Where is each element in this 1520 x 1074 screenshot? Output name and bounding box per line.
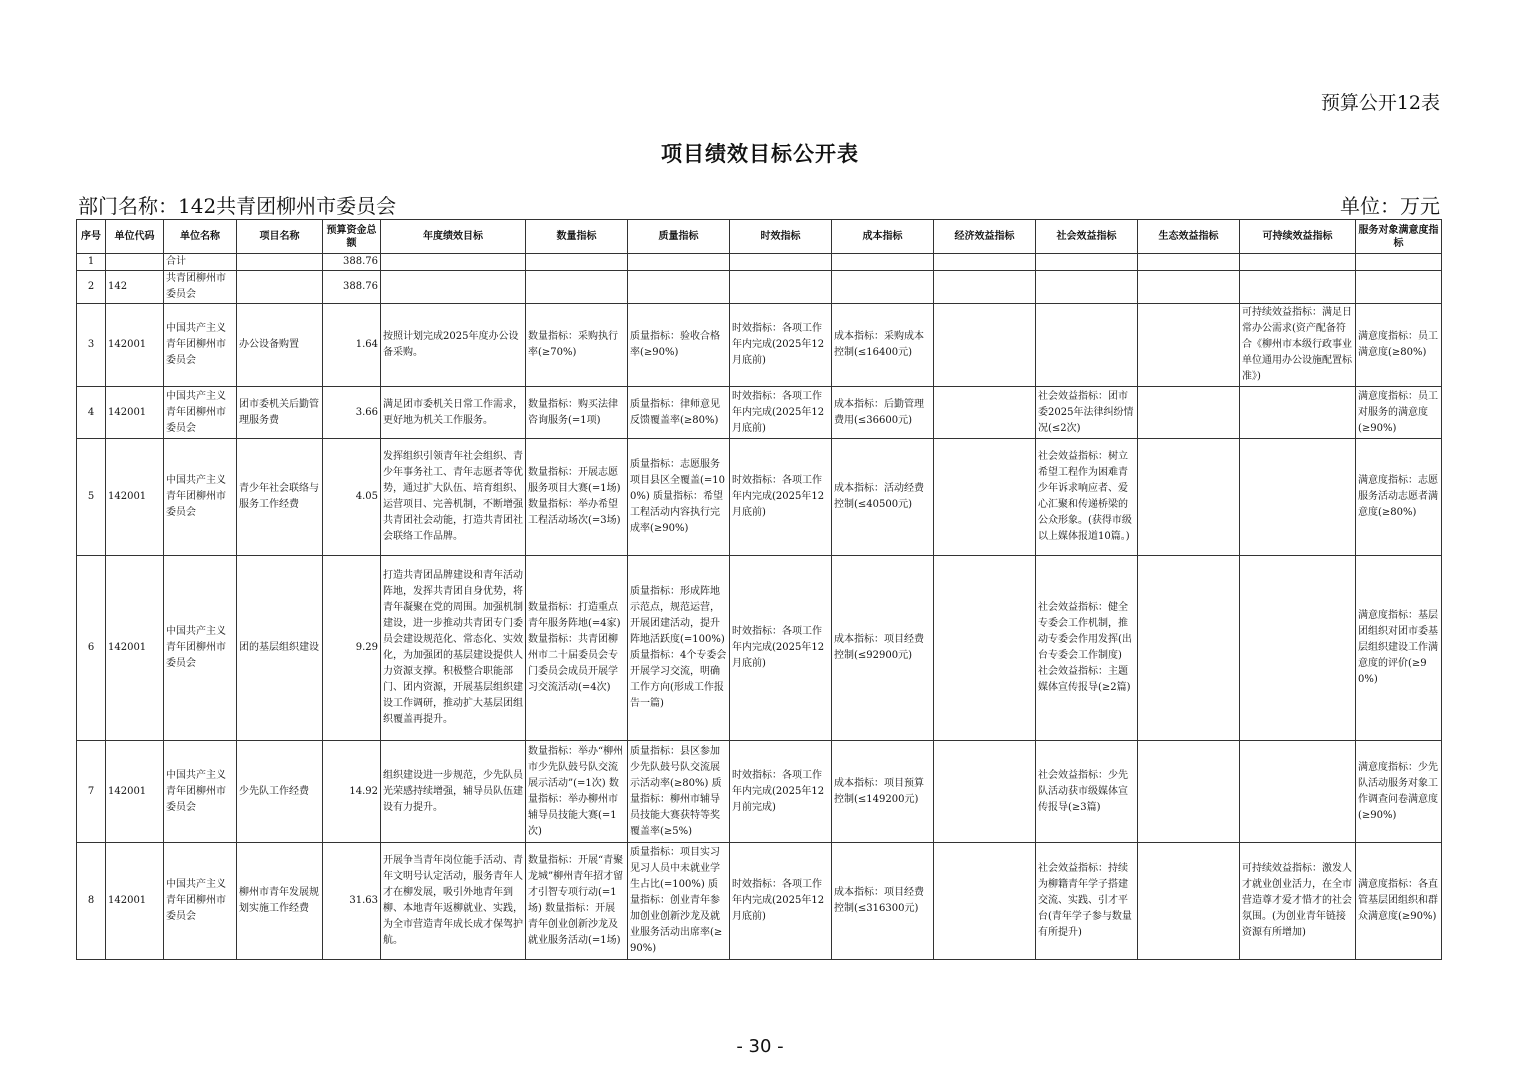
- sustainable-indicator: 可持续效益指标：满足日常办公需求(资产配备符合《柳州市本级行政事业单位通用办公设施配置标准》): [1240, 304, 1356, 387]
- row-number: 7: [77, 741, 106, 843]
- unit-code: 142001: [106, 556, 164, 741]
- col-header: 质量指标: [628, 220, 730, 254]
- ecological-indicator: [1138, 439, 1240, 556]
- page-number: - 30 -: [736, 1036, 784, 1057]
- economic-indicator: [934, 556, 1036, 741]
- satisfaction-indicator: [1356, 254, 1442, 271]
- sustainable-indicator: [1240, 556, 1356, 741]
- unit-name: 中国共产主义青年团柳州市委员会: [164, 556, 237, 741]
- unit-code: 142001: [106, 741, 164, 843]
- col-header: 序号: [77, 220, 106, 254]
- ecological-indicator: [1138, 387, 1240, 439]
- annual-goal: 组织建设进一步规范，少先队员光荣感持续增强，辅导员队伍建设有力提升。: [381, 741, 526, 843]
- annual-goal: [381, 271, 526, 304]
- unit-name: 中国共产主义青年团柳州市委员会: [164, 387, 237, 439]
- budget-amount: 3.66: [323, 387, 381, 439]
- department-name: 部门名称：142共青团柳州市委员会: [78, 194, 397, 218]
- unit-code: 142001: [106, 843, 164, 960]
- quality-indicator: 质量指标：律师意见反馈覆盖率(≥80%): [628, 387, 730, 439]
- social-indicator: 社会效益指标：少先队活动获市级媒体宣传报导(≥3篇): [1036, 741, 1138, 843]
- project-name: 柳州市青年发展规划实施工作经费: [237, 843, 323, 960]
- ecological-indicator: [1138, 304, 1240, 387]
- col-header: 经济效益指标: [934, 220, 1036, 254]
- budget-amount: 9.29: [323, 556, 381, 741]
- social-indicator: 社会效益指标：团市委2025年法律纠纷情况(≤2次): [1036, 387, 1138, 439]
- project-name: [237, 271, 323, 304]
- table-row: [77, 439, 1442, 556]
- budget-amount: 388.76: [323, 254, 381, 271]
- project-name: 少先队工作经费: [237, 741, 323, 843]
- unit-name: 共青团柳州市委员会: [164, 271, 237, 304]
- annual-goal: 发挥组织引领青年社会组织、青少年事务社工、青年志愿者等优势，通过扩大队伍、培育组织、运营项目、完善机制，不断增强共青团社会动能，打造共青团社会联络工作品牌。: [381, 439, 526, 556]
- annual-goal: 按照计划完成2025年度办公设备采购。: [381, 304, 526, 387]
- col-header: 社会效益指标: [1036, 220, 1138, 254]
- table-row: [77, 254, 1442, 271]
- table-header-row: [77, 220, 1442, 254]
- annual-goal: 满足团市委机关日常工作需求，更好地为机关工作服务。: [381, 387, 526, 439]
- budget-amount: 14.92: [323, 741, 381, 843]
- annual-goal: 打造共青团品牌建设和青年活动阵地，发挥共青团自身优势，将青年凝聚在党的周围。加强机制建设，进一步推动共青团专门委员会建设规范化、常态化、实效化，为加强团的基层建设提供人力资源支撑。积极整合职能部门、团内资源，开展基层组织建设工作调研，推动扩大基层团组织覆盖再提升。: [381, 556, 526, 741]
- quantity-indicator: 数量指标：采购执行率(≥70%): [526, 304, 628, 387]
- col-header: 生态效益指标: [1138, 220, 1240, 254]
- social-indicator: [1036, 254, 1138, 271]
- budget-amount: 1.64: [323, 304, 381, 387]
- quality-indicator: [628, 271, 730, 304]
- satisfaction-indicator: 满意度指标：少先队活动服务对象工作调查问卷满意度(≥90%): [1356, 741, 1442, 843]
- economic-indicator: [934, 304, 1036, 387]
- col-header: 成本指标: [832, 220, 934, 254]
- row-number: 2: [77, 271, 106, 304]
- timeliness-indicator: 时效指标：各项工作年内完成(2025年12月前完成): [730, 741, 832, 843]
- project-name: 青少年社会联络与服务工作经费: [237, 439, 323, 556]
- quality-indicator: 质量指标：形成阵地示范点，规范运营，开展团建活动，提升阵地活跃度(=100%) 质量指标：4个专委会开展学习交流，明确工作方向(形成工作报告一篇): [628, 556, 730, 741]
- project-name: 团市委机关后勤管理服务费: [237, 387, 323, 439]
- project-name: 团的基层组织建设: [237, 556, 323, 741]
- economic-indicator: [934, 271, 1036, 304]
- ecological-indicator: [1138, 556, 1240, 741]
- satisfaction-indicator: 满意度指标：员工满意度(≥80%): [1356, 304, 1442, 387]
- social-indicator: [1036, 304, 1138, 387]
- quality-indicator: 质量指标：志愿服务项目县区全覆盖(=100%) 质量指标：希望工程活动内容执行完成率(≥90%): [628, 439, 730, 556]
- timeliness-indicator: 时效指标：各项工作年内完成(2025年12月底前): [730, 439, 832, 556]
- ecological-indicator: [1138, 741, 1240, 843]
- economic-indicator: [934, 843, 1036, 960]
- unit-name: 中国共产主义青年团柳州市委员会: [164, 843, 237, 960]
- quantity-indicator: 数量指标：开展志愿服务项目大赛(=1场) 数量指标：举办希望工程活动场次(=3场): [526, 439, 628, 556]
- unit-code: 142001: [106, 439, 164, 556]
- col-header: 单位名称: [164, 220, 237, 254]
- budget-amount: 31.63: [323, 843, 381, 960]
- quantity-indicator: [526, 271, 628, 304]
- unit-label: 单位：万元: [1340, 194, 1440, 218]
- col-header: 时效指标: [730, 220, 832, 254]
- cost-indicator: 成本指标：项目经费控制(≤92900元): [832, 556, 934, 741]
- quality-indicator: 质量指标：项目实习见习人员中未就业学生占比(=100%) 质量指标：创业青年参加创业创新沙龙及就业服务活动出席率(≥90%): [628, 843, 730, 960]
- unit-code: [106, 254, 164, 271]
- ecological-indicator: [1138, 843, 1240, 960]
- social-indicator: [1036, 271, 1138, 304]
- unit-code: 142001: [106, 304, 164, 387]
- budget-amount: 388.76: [323, 271, 381, 304]
- unit-code: 142001: [106, 387, 164, 439]
- unit-name: 中国共产主义青年团柳州市委员会: [164, 304, 237, 387]
- cost-indicator: [832, 254, 934, 271]
- col-header: 预算资金总额: [323, 220, 381, 254]
- quantity-indicator: [526, 254, 628, 271]
- quantity-indicator: 数量指标：开展“青聚龙城”柳州青年招才留才引智专项行动(=1场) 数量指标：开展青年创业创新沙龙及就业服务活动(=1场): [526, 843, 628, 960]
- col-header: 可持续效益指标: [1240, 220, 1356, 254]
- col-header: 数量指标: [526, 220, 628, 254]
- sustainable-indicator: [1240, 254, 1356, 271]
- quality-indicator: 质量指标：县区参加少先队鼓号队交流展示活动率(≥80%) 质量指标：柳州市辅导员技能大赛获特等奖覆盖率(≥5%): [628, 741, 730, 843]
- col-header: 项目名称: [237, 220, 323, 254]
- annual-goal: [381, 254, 526, 271]
- table-row: [77, 741, 1442, 843]
- economic-indicator: [934, 254, 1036, 271]
- col-header: 年度绩效目标: [381, 220, 526, 254]
- table-row: [77, 304, 1442, 387]
- sustainable-indicator: [1240, 271, 1356, 304]
- satisfaction-indicator: 满意度指标：员工对服务的满意度(≥90%): [1356, 387, 1442, 439]
- unit-code: 142: [106, 271, 164, 304]
- table-row: [77, 556, 1442, 741]
- cost-indicator: [832, 271, 934, 304]
- sustainable-indicator: 可持续效益指标：激发人才就业创业活力，在全市营造尊才爱才惜才的社会氛围。(为创业青年链接资源有所增加): [1240, 843, 1356, 960]
- timeliness-indicator: [730, 254, 832, 271]
- sustainable-indicator: [1240, 439, 1356, 556]
- quantity-indicator: 数量指标：打造重点青年服务阵地(=4家) 数量指标：共青团柳州市二十届委员会专门委员会成员开展学习交流活动(=4次): [526, 556, 628, 741]
- row-number: 5: [77, 439, 106, 556]
- timeliness-indicator: 时效指标：各项工作年内完成(2025年12月底前): [730, 843, 832, 960]
- row-number: 3: [77, 304, 106, 387]
- col-header: 服务对象满意度指标: [1356, 220, 1442, 254]
- quantity-indicator: 数量指标：购买法律咨询服务(=1项): [526, 387, 628, 439]
- row-number: 8: [77, 843, 106, 960]
- sustainable-indicator: [1240, 741, 1356, 843]
- quality-indicator: [628, 254, 730, 271]
- table-number-label: 预算公开12表: [1320, 92, 1440, 114]
- economic-indicator: [934, 741, 1036, 843]
- cost-indicator: 成本指标：采购成本控制(≤16400元): [832, 304, 934, 387]
- row-number: 6: [77, 556, 106, 741]
- social-indicator: 社会效益指标：健全专委会工作机制，推动专委会作用发挥(出台专委会工作制度) 社会效益指标：主题媒体宣传报导(≥2篇): [1036, 556, 1138, 741]
- table-row: [77, 387, 1442, 439]
- cost-indicator: 成本指标：活动经费控制(≤40500元): [832, 439, 934, 556]
- unit-name: 中国共产主义青年团柳州市委员会: [164, 439, 237, 556]
- budget-amount: 4.05: [323, 439, 381, 556]
- timeliness-indicator: [730, 271, 832, 304]
- table-row: [77, 271, 1442, 304]
- satisfaction-indicator: 满意度指标：基层团组织对团市委基层组织建设工作满意度的评价(≥90%): [1356, 556, 1442, 741]
- project-name: 办公设备购置: [237, 304, 323, 387]
- satisfaction-indicator: 满意度指标：各直管基层团组织和群众满意度(≥90%): [1356, 843, 1442, 960]
- col-header: 单位代码: [106, 220, 164, 254]
- social-indicator: 社会效益指标：持续为柳籍青年学子搭建交流、实践、引才平台(青年学子参与数量有所提升): [1036, 843, 1138, 960]
- cost-indicator: 成本指标：项目预算控制(≤149200元): [832, 741, 934, 843]
- table-row: [77, 843, 1442, 960]
- page-title: 项目绩效目标公开表: [661, 141, 859, 166]
- project-name: [237, 254, 323, 271]
- satisfaction-indicator: [1356, 271, 1442, 304]
- row-number: 1: [77, 254, 106, 271]
- cost-indicator: 成本指标：后勤管理费用(≤36600元): [832, 387, 934, 439]
- timeliness-indicator: 时效指标：各项工作年内完成(2025年12月底前): [730, 387, 832, 439]
- quantity-indicator: 数量指标：举办“柳州市少先队鼓号队交流展示活动”(=1次) 数量指标：举办柳州市辅导员技能大赛(=1次): [526, 741, 628, 843]
- timeliness-indicator: 时效指标：各项工作年内完成(2025年12月底前): [730, 304, 832, 387]
- cost-indicator: 成本指标：项目经费控制(≤316300元): [832, 843, 934, 960]
- ecological-indicator: [1138, 254, 1240, 271]
- row-number: 4: [77, 387, 106, 439]
- annual-goal: 开展争当青年岗位能手活动、青年文明号认定活动，服务青年人才在柳发展，吸引外地青年到柳、本地青年返柳就业、实践，为全市营造青年成长成才保驾护航。: [381, 843, 526, 960]
- unit-name: 中国共产主义青年团柳州市委员会: [164, 741, 237, 843]
- performance-table: [76, 219, 1442, 960]
- social-indicator: 社会效益指标：树立希望工程作为困难青少年诉求响应者、爱心汇聚和传递桥梁的公众形象。(获得市级以上媒体报道10篇。): [1036, 439, 1138, 556]
- timeliness-indicator: 时效指标：各项工作年内完成(2025年12月底前): [730, 556, 832, 741]
- economic-indicator: [934, 439, 1036, 556]
- sustainable-indicator: [1240, 387, 1356, 439]
- satisfaction-indicator: 满意度指标：志愿服务活动志愿者满意度(≥80%): [1356, 439, 1442, 556]
- unit-name: 合计: [164, 254, 237, 271]
- ecological-indicator: [1138, 271, 1240, 304]
- quality-indicator: 质量指标：验收合格率(≥90%): [628, 304, 730, 387]
- economic-indicator: [934, 387, 1036, 439]
